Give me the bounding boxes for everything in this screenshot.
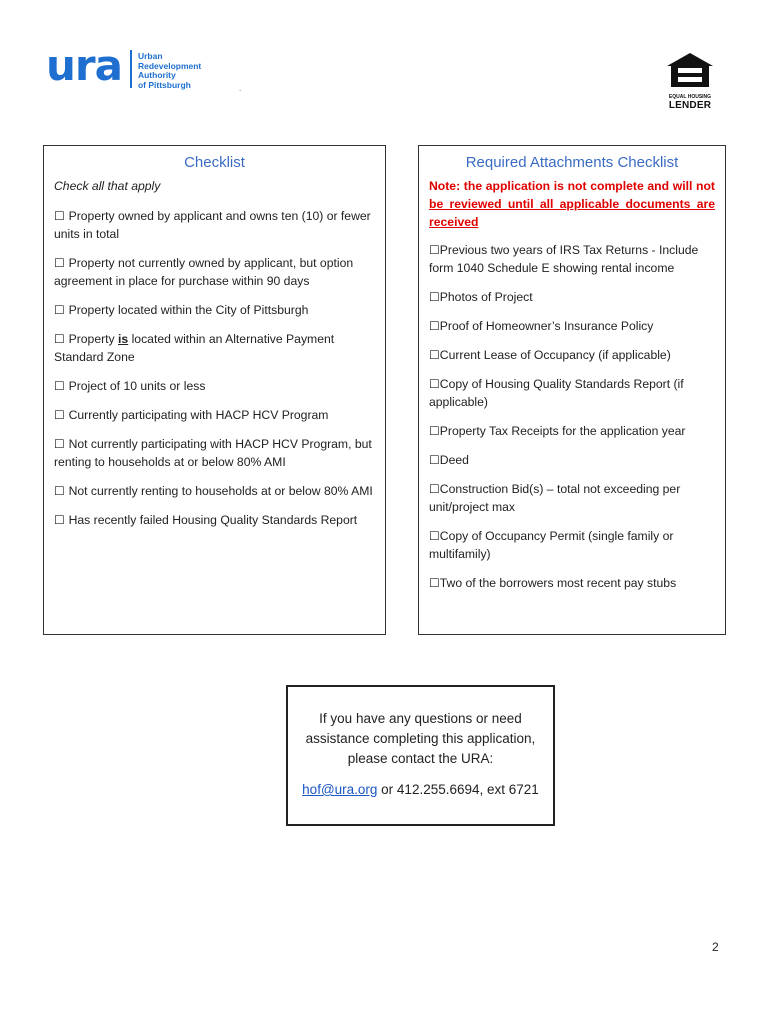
note-lead: Note: the application is not complete and will not [429,179,715,193]
checkbox-icon[interactable]: ☐ [429,243,440,257]
attachment-item-text: Copy of Housing Quality Standards Report (if applicable) [429,377,684,409]
checkbox-icon[interactable]: ☐ [54,379,69,393]
attachment-item-text: Copy of Occupancy Permit (single family or multifamily) [429,529,674,561]
contact-box [286,685,555,826]
checklist-item-emphasis: is [118,332,129,346]
equal-housing-lender-logo [662,52,718,112]
checklist-item-text: Property not currently owned by applicant, but option agreement in place for purchase within 90 days [54,256,354,288]
checklist-item[interactable] [54,435,375,471]
attachment-item[interactable] [429,574,715,592]
checkbox-icon[interactable]: ☐ [429,377,440,391]
attachment-item[interactable] [429,317,715,335]
checkbox-icon[interactable]: ☐ [429,482,440,496]
checkbox-icon[interactable]: ☐ [429,453,440,467]
checklist-title: Checklist [184,154,245,171]
checkbox-icon[interactable]: ☐ [54,209,69,223]
checklist-item[interactable] [54,406,375,424]
email-link[interactable]: hof@ura.org [302,782,378,797]
equal-housing-house-icon [665,52,715,88]
checklist-box [43,145,386,635]
attachment-item-text: Proof of Homeowner’s Insurance Policy [439,319,654,333]
equal-housing-label: EQUAL HOUSING [668,94,712,100]
logo-divider [130,50,132,88]
ura-logo-text [138,52,201,90]
stray-mark: . [239,84,242,93]
attachments-box [418,145,726,635]
attachments-note [429,177,715,231]
checklist-item[interactable] [54,511,375,529]
checklist-subhead: Check all that apply [54,179,161,193]
checkbox-icon[interactable]: ☐ [429,319,440,333]
contact-line: please contact the URA: [347,751,494,766]
checklist-item[interactable] [54,301,375,319]
attachment-item[interactable] [429,451,715,469]
checklist-item-text: Not currently renting to households at or below 80% AMI [68,484,373,498]
checklist-item-text: Property owned by applicant and owns ten (10) or fewer units in total [54,209,371,241]
attachment-item[interactable] [429,527,715,563]
attachment-item[interactable] [429,288,715,306]
checklist-item-text: Project of 10 units or less [68,379,206,393]
attachment-item-text: Photos of Project [439,290,533,304]
contact-line: If you have any questions or need [319,711,522,726]
checkbox-icon[interactable]: ☐ [54,437,69,451]
attachment-item-text: Current Lease of Occupancy (if applicable) [439,348,671,362]
checklist-item-text-post: located within an Alternative Payment Standard Zone [54,332,335,364]
checkbox-icon[interactable]: ☐ [54,256,69,270]
attachment-item[interactable] [429,422,715,440]
attachment-item-text: Deed [439,453,469,467]
checklist-item[interactable] [54,207,375,243]
checkbox-icon[interactable]: ☐ [54,408,69,422]
checkbox-icon[interactable]: ☐ [429,290,440,304]
contact-line: assistance completing this application, [305,731,536,746]
page-number: 2 [712,940,719,954]
checklist-item[interactable] [54,330,375,366]
checklist-item-text: Has recently failed Housing Quality Standards Report [68,513,358,527]
attachment-item[interactable] [429,346,715,364]
checkbox-icon[interactable]: ☐ [54,513,69,527]
attachments-title: Required Attachments Checklist [465,154,679,171]
checklist-item-text: Property located within the City of Pittsburgh [68,303,309,317]
attachment-item-text: Previous two years of IRS Tax Returns - Include form 1040 Schedule E showing rental income [429,243,699,275]
phone-text: or 412.255.6694, ext 6721 [377,782,539,797]
note-underlined: be reviewed until all applicable documents are received [429,197,715,229]
checklist-item[interactable] [54,482,375,500]
attachment-item[interactable] [429,241,715,277]
logo-word: Urban [137,51,163,61]
attachment-item-text: Two of the borrowers most recent pay stubs [439,576,677,590]
logo-word: of Pittsburgh [137,79,191,90]
attachment-item-text: Construction Bid(s) – total not exceeding per unit/project max [429,482,681,514]
checkbox-icon[interactable]: ☐ [429,576,440,590]
logo-word: Redevelopment [137,60,202,71]
checkbox-icon[interactable]: ☐ [429,348,440,362]
ura-logo-mark: ura [46,41,122,90]
checkbox-icon[interactable]: ☐ [429,424,440,438]
checkbox-icon[interactable]: ☐ [54,484,69,498]
checkbox-icon[interactable]: ☐ [429,529,440,543]
checklist-item-text: Currently participating with HACP HCV Program [68,408,329,422]
checklist-item[interactable] [54,254,375,290]
checklist-item[interactable] [54,377,375,395]
attachment-item-text: Property Tax Receipts for the application year [439,424,686,438]
checklist-item-text-pre: Property [68,332,119,346]
logo-word: Authority [137,70,176,80]
contact-details [288,780,553,800]
attachment-item[interactable] [429,480,715,516]
checkbox-icon[interactable]: ☐ [54,332,69,346]
checkbox-icon[interactable]: ☐ [54,303,69,317]
attachment-item[interactable] [429,375,715,411]
ura-logo [46,41,202,92]
lender-label: LENDER [668,100,712,111]
checklist-item-text: Not currently participating with HACP HCV Program, but renting to households at or below 80% AMI [54,437,372,469]
